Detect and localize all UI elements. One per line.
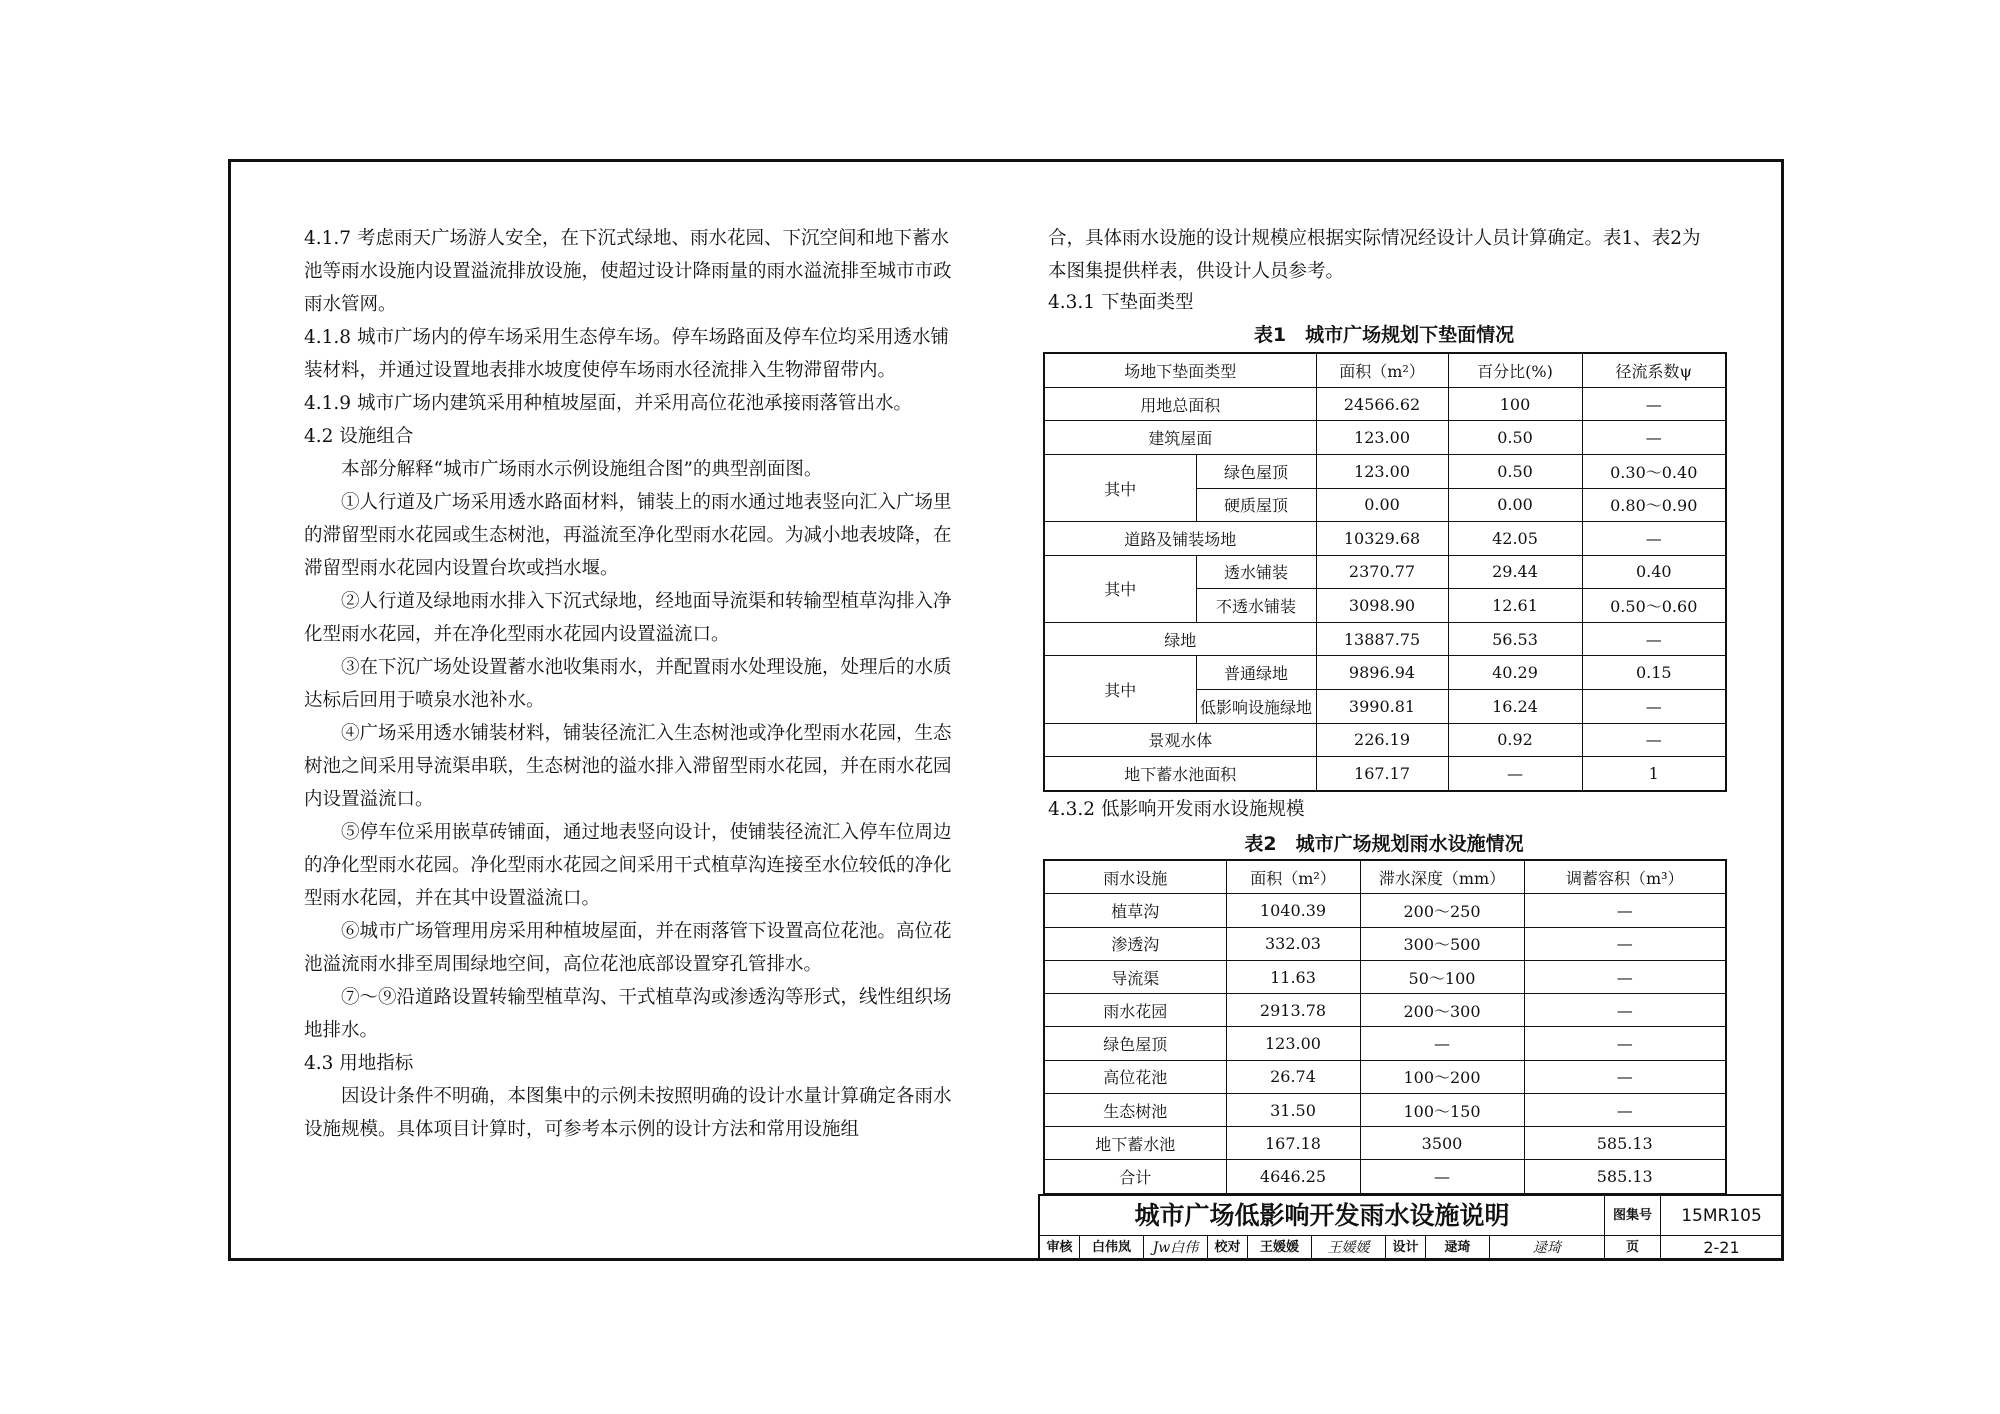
table-cell: 0.50～0.60 bbox=[1582, 589, 1726, 623]
table-row bbox=[1044, 1060, 1726, 1093]
table-row bbox=[1044, 1160, 1726, 1194]
clause-4-1-9: 4.1.9 城市广场内建筑采用种植坡屋面，并采用高位花池承接雨落管出水。 bbox=[304, 393, 912, 414]
item-7-9: ⑦～⑨沿道路设置转输型植草沟、干式植草沟或渗透沟等形式，线性组织场地排水。 bbox=[304, 987, 952, 1041]
check-label: 校对 bbox=[1208, 1236, 1248, 1260]
table-cell: 1040.39 bbox=[1226, 894, 1360, 927]
table-cell: 42.05 bbox=[1448, 522, 1582, 556]
table-cell: 31.50 bbox=[1226, 1093, 1360, 1126]
table-row bbox=[1044, 894, 1726, 927]
table-row bbox=[1044, 927, 1726, 960]
table-cell: — bbox=[1448, 757, 1582, 791]
table-cell: 100～150 bbox=[1360, 1093, 1524, 1126]
section-intro: 本部分解释“城市广场雨水示例设施组合图”的典型剖面图。 bbox=[341, 459, 823, 480]
table-cell: — bbox=[1524, 1027, 1726, 1060]
heading-4-3-2: 4.3.2 低影响开发雨水设施规模 bbox=[1048, 799, 1305, 820]
left-text-column bbox=[304, 222, 964, 1146]
table-cell: 56.53 bbox=[1448, 622, 1582, 656]
drawing-title: 城市广场低影响开发雨水设施说明 bbox=[1040, 1196, 1605, 1236]
table-cell: 雨水花园 bbox=[1044, 994, 1226, 1027]
table-row bbox=[1044, 757, 1726, 791]
table-cell: 生态树池 bbox=[1044, 1093, 1226, 1126]
table-row bbox=[1044, 522, 1726, 556]
table-cell: 332.03 bbox=[1226, 927, 1360, 960]
table-row bbox=[1044, 1027, 1726, 1060]
table-cell: — bbox=[1360, 1160, 1524, 1194]
item-6: ⑥城市广场管理用房采用种植坡屋面，并在雨落管下设置高位花池。高位花池溢流雨水排至周围绿地空间，高位花池底部设置穿孔管排水。 bbox=[304, 921, 952, 975]
table-cell: 50～100 bbox=[1360, 960, 1524, 993]
table-cell: 167.18 bbox=[1226, 1127, 1360, 1160]
item-5: ⑤停车位采用嵌草砖铺面，通过地表竖向设计，使铺装径流汇入停车位周边的净化型雨水花园。净化型雨水花园之间采用干式植草沟连接至水位较低的净化型雨水花园，并在其中设置溢流口。 bbox=[304, 822, 952, 909]
table-cell: 0.00 bbox=[1316, 488, 1448, 522]
table-cell: 40.29 bbox=[1448, 656, 1582, 690]
atlas-number-label: 图集号 bbox=[1605, 1196, 1661, 1236]
atlas-number: 15MR105 bbox=[1661, 1196, 1783, 1236]
table-cell: 绿地 bbox=[1044, 622, 1316, 656]
table-cell: 24566.62 bbox=[1316, 387, 1448, 421]
table-cell: — bbox=[1524, 894, 1726, 927]
table-cell: — bbox=[1582, 622, 1726, 656]
table-cell: 导流渠 bbox=[1044, 960, 1226, 993]
table-cell: 200～250 bbox=[1360, 894, 1524, 927]
table-cell: 226.19 bbox=[1316, 723, 1448, 757]
table1-header-cell: 百分比(%) bbox=[1448, 353, 1582, 387]
table-cell: 2370.77 bbox=[1316, 555, 1448, 589]
continued-paragraph: 合，具体雨水设施的设计规模应根据实际情况经设计人员计算确定。表1、表2为本图集提供样表，供设计人员参考。 bbox=[1048, 228, 1701, 282]
table-cell: — bbox=[1582, 421, 1726, 455]
clause-4-1-7: 4.1.7 考虑雨天广场游人安全，在下沉式绿地、雨水花园、下沉空间和地下蓄水池等雨水设施内设置溢流排放设施，使超过设计降雨量的雨水溢流排至城市市政雨水管网。 bbox=[304, 228, 952, 315]
table-cell: 167.17 bbox=[1316, 757, 1448, 791]
table-cell: — bbox=[1360, 1027, 1524, 1060]
checker-signature: 王媛媛 bbox=[1312, 1236, 1386, 1260]
table-cell: 0.40 bbox=[1582, 555, 1726, 589]
table-row bbox=[1044, 454, 1726, 488]
table-cell: — bbox=[1582, 522, 1726, 556]
table-cell: — bbox=[1582, 723, 1726, 757]
table-row bbox=[1044, 387, 1726, 421]
table-cell: 0.00 bbox=[1448, 488, 1582, 522]
table-cell: 0.30～0.40 bbox=[1582, 454, 1726, 488]
table-cell: — bbox=[1524, 927, 1726, 960]
table-cell: 100 bbox=[1448, 387, 1582, 421]
table-cell: 地下蓄水池面积 bbox=[1044, 757, 1316, 791]
sub-group-label: 其中 bbox=[1044, 656, 1196, 723]
table-cell: 3500 bbox=[1360, 1127, 1524, 1160]
table2-header-cell: 滞水深度（mm） bbox=[1360, 860, 1524, 894]
right-text-intro bbox=[1048, 222, 1708, 288]
checker-name: 王媛媛 bbox=[1248, 1236, 1312, 1260]
table1-header-cell: 径流系数ψ bbox=[1582, 353, 1726, 387]
table1-caption: 表1 城市广场规划下垫面情况 bbox=[1253, 324, 1515, 346]
table2 bbox=[1043, 859, 1727, 1195]
section-4-3-body: 因设计条件不明确，本图集中的示例未按照明确的设计水量计算确定各雨水设施规模。具体项目计算时，可参考本示例的设计方法和常用设施组 bbox=[304, 1086, 952, 1140]
table-row bbox=[1044, 656, 1726, 690]
table-cell: 0.50 bbox=[1448, 454, 1582, 488]
designer-signature: 逯琦 bbox=[1490, 1236, 1605, 1260]
table-cell: 12.61 bbox=[1448, 589, 1582, 623]
table-cell: 11.63 bbox=[1226, 960, 1360, 993]
table-cell: — bbox=[1582, 689, 1726, 723]
table-cell: 123.00 bbox=[1316, 421, 1448, 455]
table-cell: 0.15 bbox=[1582, 656, 1726, 690]
design-label: 设计 bbox=[1386, 1236, 1426, 1260]
item-1: ①人行道及广场采用透水路面材料，铺装上的雨水通过地表竖向汇入广场里的滞留型雨水花园或生态树池，再溢流至净化型雨水花园。为减小地表坡降，在滞留型雨水花园内设置台坎或挡水堰。 bbox=[304, 492, 952, 579]
reviewer-signature: Jw白伟 bbox=[1144, 1236, 1208, 1260]
table-cell: 地下蓄水池 bbox=[1044, 1127, 1226, 1160]
reviewer-name: 白伟岚 bbox=[1080, 1236, 1144, 1260]
table-row bbox=[1044, 960, 1726, 993]
table-cell: 不透水铺装 bbox=[1196, 589, 1316, 623]
table-cell: 26.74 bbox=[1226, 1060, 1360, 1093]
table-row bbox=[1044, 994, 1726, 1027]
table-row bbox=[1044, 622, 1726, 656]
page-label: 页 bbox=[1605, 1236, 1661, 1260]
table-cell: — bbox=[1582, 387, 1726, 421]
table-row bbox=[1044, 555, 1726, 589]
table-cell: 透水铺装 bbox=[1196, 555, 1316, 589]
item-2: ②人行道及绿地雨水排入下沉式绿地，经地面导流渠和转输型植草沟排入净化型雨水花园，并在净化型雨水花园内设置溢流口。 bbox=[304, 591, 952, 645]
page-number: 2-21 bbox=[1661, 1236, 1783, 1260]
heading-4-3-1: 4.3.1 下垫面类型 bbox=[1048, 292, 1194, 313]
table-cell: 123.00 bbox=[1226, 1027, 1360, 1060]
table-cell: 普通绿地 bbox=[1196, 656, 1316, 690]
table-cell: 100～200 bbox=[1360, 1060, 1524, 1093]
table-row bbox=[1044, 1127, 1726, 1160]
section-heading-4-3: 4.3 用地指标 bbox=[304, 1053, 414, 1074]
table-cell: — bbox=[1524, 994, 1726, 1027]
table2-header-cell: 雨水设施 bbox=[1044, 860, 1226, 894]
table-cell: — bbox=[1524, 1093, 1726, 1126]
table-cell: 123.00 bbox=[1316, 454, 1448, 488]
table-cell: 29.44 bbox=[1448, 555, 1582, 589]
table1-header-cell: 面积（m²） bbox=[1316, 353, 1448, 387]
table-cell: 高位花池 bbox=[1044, 1060, 1226, 1093]
table-cell: 300～500 bbox=[1360, 927, 1524, 960]
table-cell: 0.80～0.90 bbox=[1582, 488, 1726, 522]
table-cell: — bbox=[1524, 960, 1726, 993]
sub-group-label: 其中 bbox=[1044, 454, 1196, 521]
table-cell: 道路及铺装场地 bbox=[1044, 522, 1316, 556]
section-heading-4-2: 4.2 设施组合 bbox=[304, 426, 414, 447]
table-cell: 合计 bbox=[1044, 1160, 1226, 1194]
table-cell: 绿色屋顶 bbox=[1044, 1027, 1226, 1060]
table-cell: 16.24 bbox=[1448, 689, 1582, 723]
table-row bbox=[1044, 421, 1726, 455]
table1-header-cell: 场地下垫面类型 bbox=[1044, 353, 1316, 387]
item-4: ④广场采用透水铺装材料，铺装径流汇入生态树池或净化型雨水花园，生态树池之间采用导流渠串联，生态树池的溢水排入滞留型雨水花园，并在雨水花园内设置溢流口。 bbox=[304, 723, 952, 810]
table-cell: 200～300 bbox=[1360, 994, 1524, 1027]
table-cell: 3098.90 bbox=[1316, 589, 1448, 623]
table-cell: 13887.75 bbox=[1316, 622, 1448, 656]
table-cell: 0.50 bbox=[1448, 421, 1582, 455]
table-cell: 渗透沟 bbox=[1044, 927, 1226, 960]
item-3: ③在下沉广场处设置蓄水池收集雨水，并配置雨水处理设施，处理后的水质达标后回用于喷泉水池补水。 bbox=[304, 657, 952, 711]
table-cell: 硬质屋顶 bbox=[1196, 488, 1316, 522]
table2-header-cell: 面积（m²） bbox=[1226, 860, 1360, 894]
table-cell: 植草沟 bbox=[1044, 894, 1226, 927]
table-cell: 4646.25 bbox=[1226, 1160, 1360, 1194]
designer-name: 逯琦 bbox=[1426, 1236, 1490, 1260]
table-cell: 绿色屋顶 bbox=[1196, 454, 1316, 488]
sub-group-label: 其中 bbox=[1044, 555, 1196, 622]
table2-header-row bbox=[1044, 860, 1726, 894]
table-cell: — bbox=[1524, 1060, 1726, 1093]
table-cell: 3990.81 bbox=[1316, 689, 1448, 723]
table-cell: 585.13 bbox=[1524, 1160, 1726, 1194]
table-cell: 建筑屋面 bbox=[1044, 421, 1316, 455]
table-cell: 9896.94 bbox=[1316, 656, 1448, 690]
table-cell: 2913.78 bbox=[1226, 994, 1360, 1027]
table-row bbox=[1044, 1093, 1726, 1126]
table2-caption: 表2 城市广场规划雨水设施情况 bbox=[1244, 833, 1524, 855]
table-cell: 0.92 bbox=[1448, 723, 1582, 757]
clause-4-1-8: 4.1.8 城市广场内的停车场采用生态停车场。停车场路面及停车位均采用透水铺装材料，并通过设置地表排水坡度使停车场雨水径流排入生物滞留带内。 bbox=[304, 327, 949, 381]
table1 bbox=[1043, 352, 1727, 792]
table-cell: 用地总面积 bbox=[1044, 387, 1316, 421]
table-cell: 10329.68 bbox=[1316, 522, 1448, 556]
table-cell: 低影响设施绿地 bbox=[1196, 689, 1316, 723]
title-block bbox=[1038, 1194, 1781, 1258]
table2-header-cell: 调蓄容积（m³） bbox=[1524, 860, 1726, 894]
table-cell: 景观水体 bbox=[1044, 723, 1316, 757]
table-cell: 1 bbox=[1582, 757, 1726, 791]
table1-header-row bbox=[1044, 353, 1726, 387]
table-cell: 585.13 bbox=[1524, 1127, 1726, 1160]
table-row bbox=[1044, 723, 1726, 757]
review-label: 审核 bbox=[1040, 1236, 1080, 1260]
